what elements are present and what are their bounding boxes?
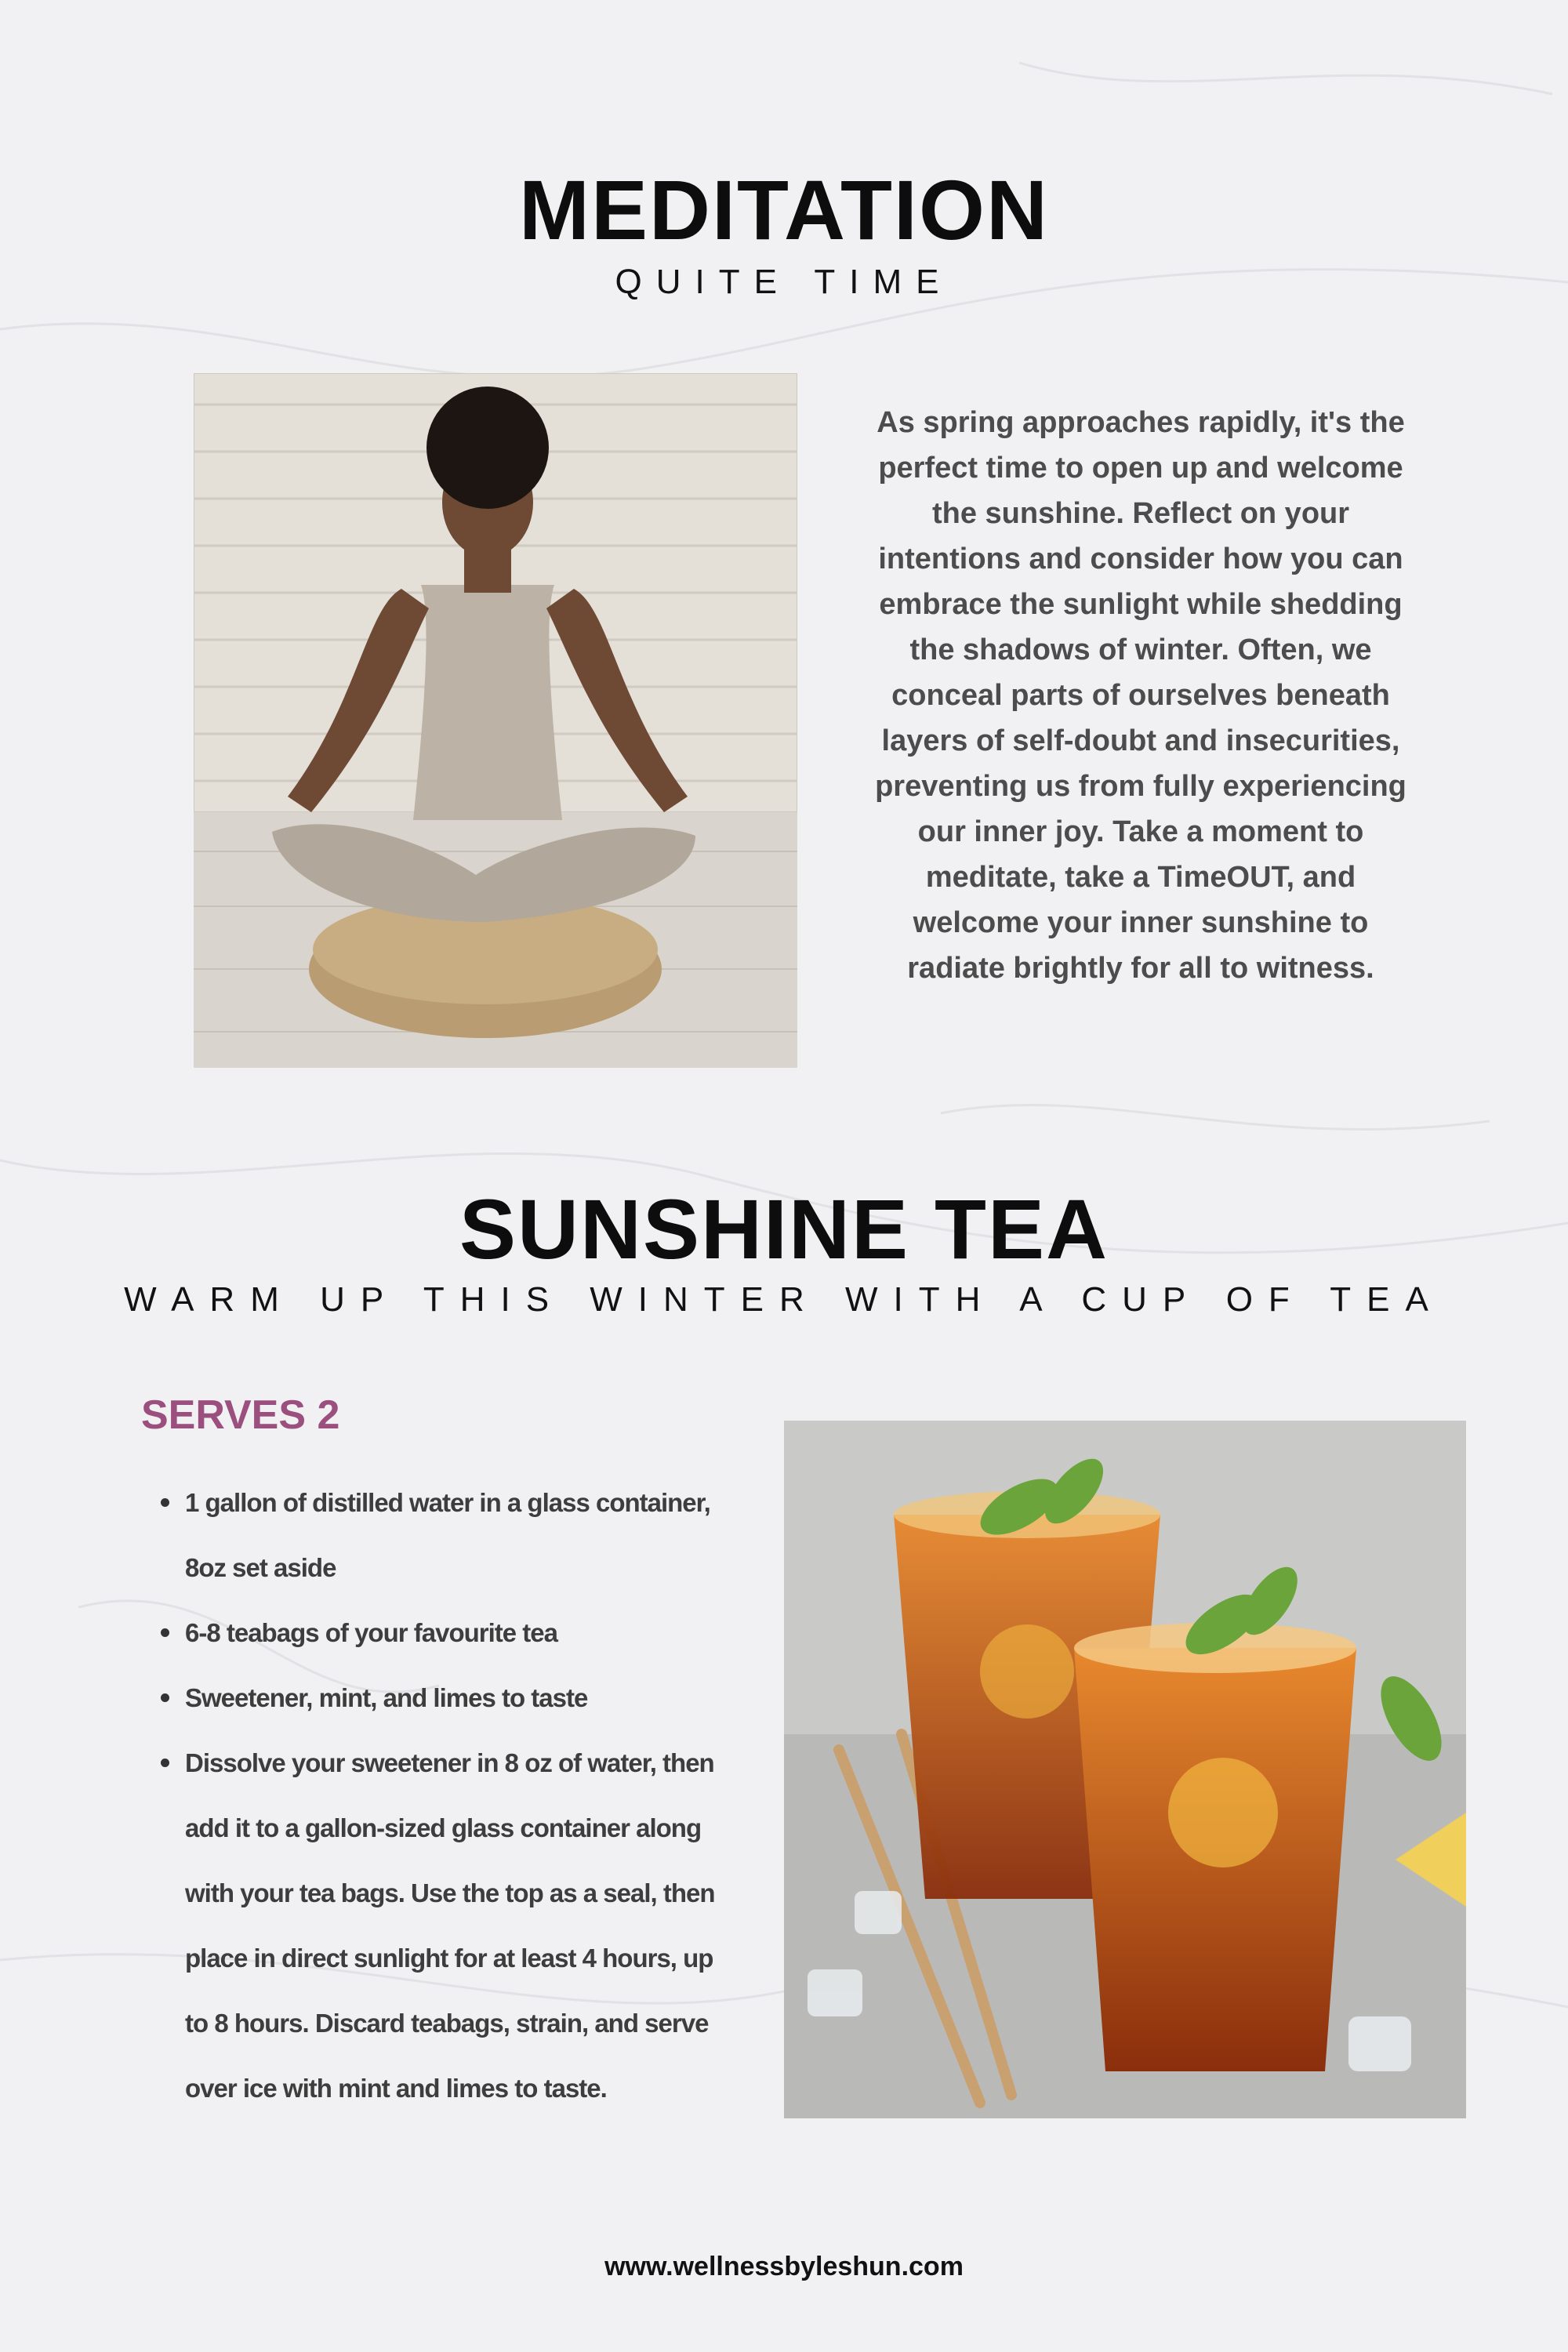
meditation-subtitle: QUITE TIME <box>615 263 953 301</box>
recipe-list <box>157 1470 721 2121</box>
meditation-text: As spring approaches rapidly, it's the perfect time to open up and welcome the sunshine. Reflect on your intentions and consider how you can embrace the sunlight while shedding the shadows of winter. Often, we conceal parts of ourselves beneath layers of self-doubt and insecurities, preventing us from fully experiencing our inner joy. Take a moment to meditate, take a TimeOUT, and welcome your inner sunshine to radiate brightly for all to witness. <box>875 406 1406 985</box>
tea-title: SUNSHINE TEA <box>459 1181 1109 1276</box>
iced-tea-photo <box>784 1421 1466 2118</box>
meditation-title: MEDITATION <box>519 162 1049 257</box>
serves-label: SERVES 2 <box>141 1392 340 1438</box>
recipe-item: Dissolve your sweetener in 8 oz of water, then add it to a gallon-sized glass container along with your tea bags. Use the top as a seal, then place in direct sunlight for at least 4 hours, up to 8 hours. Discard teabags, strain, and serve over ice with mint and limes to taste. <box>157 1730 721 2121</box>
website-url[interactable]: www.wellnessbyleshun.com <box>604 2252 964 2281</box>
recipe-item: 6-8 teabags of your favourite tea <box>157 1600 721 1665</box>
meditation-photo <box>194 373 797 1068</box>
recipe-item: Sweetener, mint, and limes to taste <box>157 1665 721 1730</box>
tea-subtitle: WARM UP THIS WINTER WITH A CUP OF TEA <box>124 1280 1444 1319</box>
recipe-item: 1 gallon of distilled water in a glass container, 8oz set aside <box>157 1470 721 1600</box>
